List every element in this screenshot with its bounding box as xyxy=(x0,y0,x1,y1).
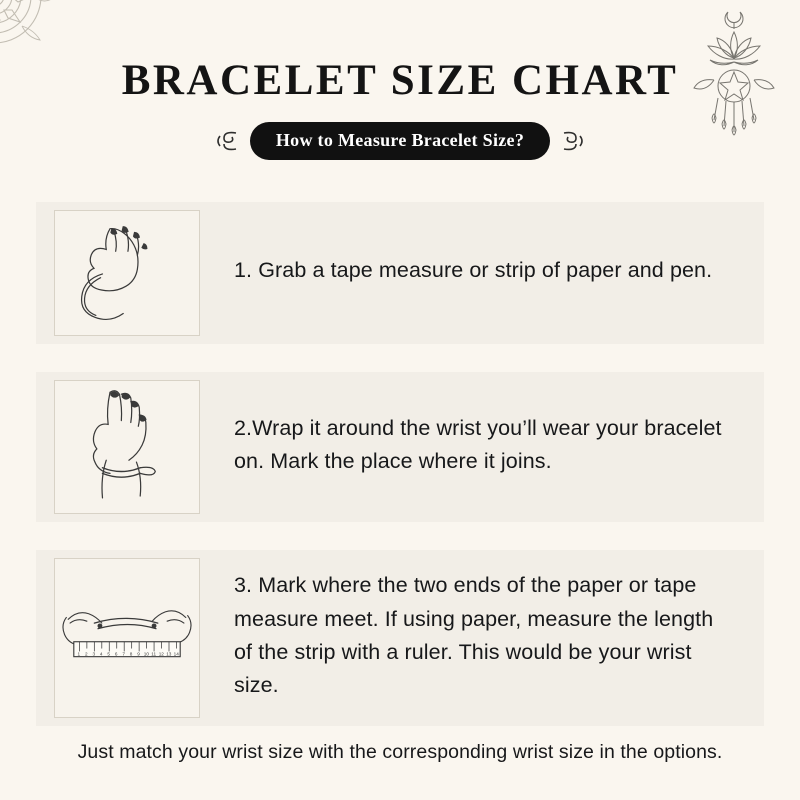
svg-text:10: 10 xyxy=(143,651,149,657)
list-item xyxy=(36,202,764,344)
svg-text:3: 3 xyxy=(92,651,96,657)
svg-text:2: 2 xyxy=(85,651,88,657)
svg-text:7: 7 xyxy=(122,651,125,657)
svg-text:12: 12 xyxy=(158,651,164,657)
footer-note: Just match your wrist size with the corresponding wrist size in the options. xyxy=(77,741,723,763)
subtitle-row xyxy=(0,122,800,160)
hand-holding-tape-measure-illustration xyxy=(54,210,200,336)
step-text: 3. Mark where the two ends of the paper or tape measure meet. If using paper, measure the length of the strip with a ruler. This would be your wrist size. xyxy=(234,573,714,698)
svg-text:4: 4 xyxy=(99,651,103,657)
step-text: 1. Grab a tape measure or strip of paper and pen. xyxy=(234,258,713,283)
hands-measuring-strip-with-ruler-illustration xyxy=(54,558,200,718)
step-text: 2.Wrap it around the wrist you’ll wear your bracelet on. Mark the place where it joins. xyxy=(234,415,722,473)
svg-text:13: 13 xyxy=(166,651,172,657)
svg-text:9: 9 xyxy=(137,651,140,657)
svg-text:11: 11 xyxy=(151,651,157,657)
swirl-flourish-icon-left xyxy=(214,128,240,154)
page-title: BRACELET SIZE CHART xyxy=(121,57,679,104)
svg-text:14: 14 xyxy=(173,651,179,657)
svg-text:1: 1 xyxy=(77,651,81,657)
swirl-flourish-icon-right xyxy=(560,128,586,154)
svg-text:5: 5 xyxy=(107,651,110,657)
steps-list xyxy=(0,202,800,754)
svg-text:8: 8 xyxy=(129,651,133,657)
subtitle-pill: How to Measure Bracelet Size? xyxy=(250,122,550,160)
svg-text:6: 6 xyxy=(114,651,118,657)
list-item xyxy=(36,372,764,522)
list-item xyxy=(36,550,764,726)
hand-with-tape-around-wrist-illustration xyxy=(54,380,200,514)
